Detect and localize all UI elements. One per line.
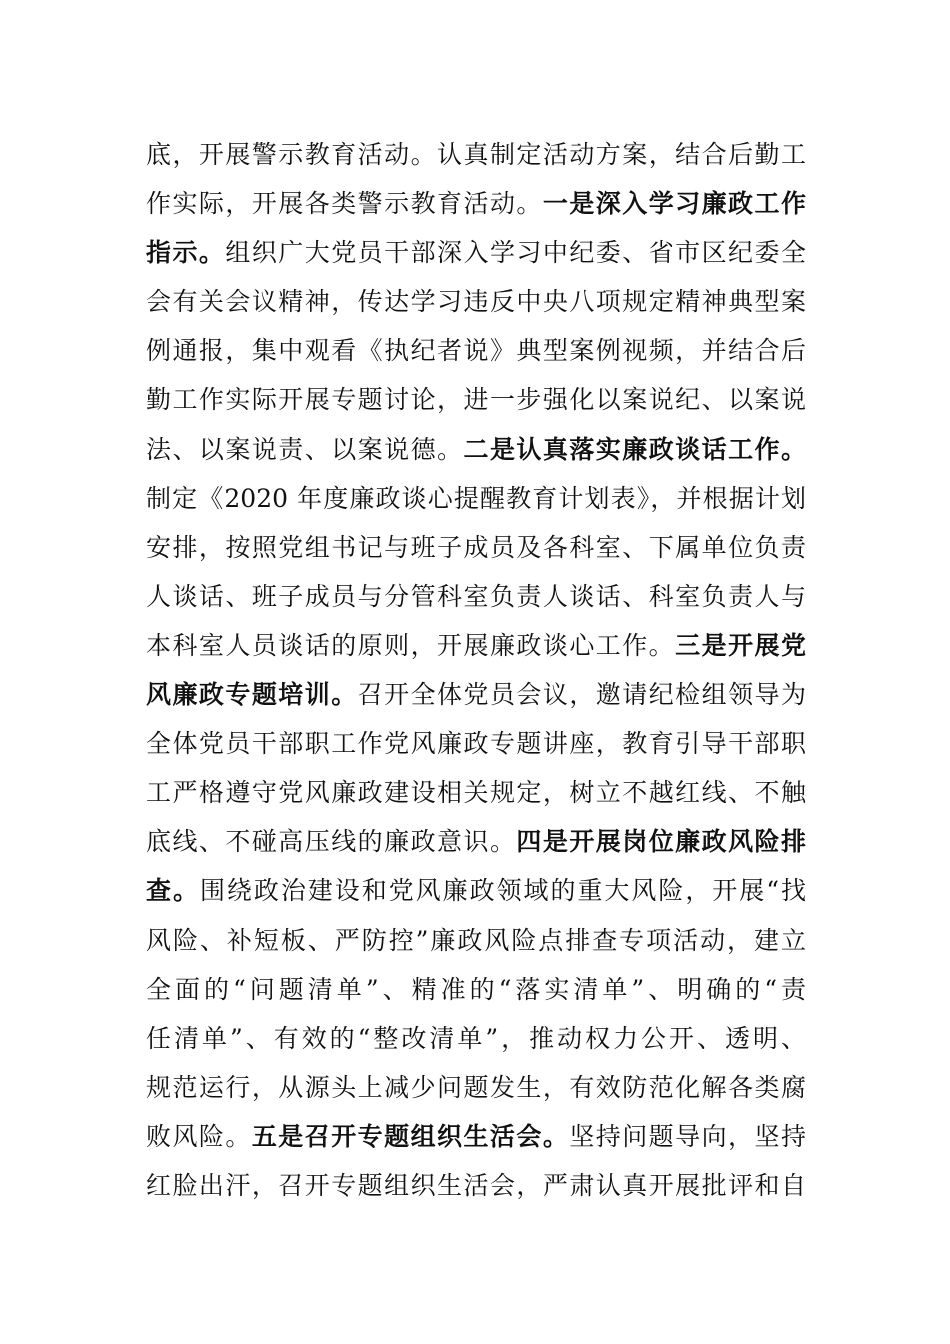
body-text-segment: 围绕政治建设和党风廉政领域的重大风险，开展“找 <box>199 876 806 906</box>
text-line <box>146 916 806 965</box>
text-line <box>146 130 806 179</box>
text-line <box>146 621 806 670</box>
body-text-segment: 组织广大党员干部深入学习中纪委、省市区纪委全 <box>225 238 806 268</box>
body-text-segment: 法、以案说责、以案说德。 <box>146 434 464 464</box>
text-line <box>146 179 806 228</box>
body-text-segment: 全体党员干部职工作党风廉政专题讲座，教育引导干部职 <box>146 729 806 759</box>
bold-heading-text: 风廉政专题培训。 <box>146 680 358 710</box>
body-text-segment: 全面的“问题清单”、精准的“落实清单”、明确的“责 <box>146 974 806 1004</box>
bold-heading-text: 五是召开专题组织生活会。 <box>251 1121 570 1151</box>
body-text-segment: 安排，按照党组书记与班子成员及各科室、下属单位负责 <box>146 532 806 562</box>
text-line <box>146 425 806 474</box>
body-text-segment: 制定《2020 年度廉政谈心提醒教育计划表》，并根据计划 <box>146 483 806 513</box>
body-text-segment: 底，开展警示教育活动。认真制定活动方案，结合后勤工 <box>146 140 806 169</box>
body-text-segment: 作实际，开展各类警示教育活动。 <box>146 189 543 219</box>
body-text-segment: 工严格遵守党风廉政建设相关规定，树立不越红线、不触 <box>146 778 806 808</box>
body-text-segment: 败风险。 <box>146 1121 252 1151</box>
body-text-segment: 风险、补短板、严防控”廉政风险点排查专项活动，建立 <box>146 925 806 955</box>
text-line <box>146 965 806 1014</box>
text-line <box>146 866 806 915</box>
text-line <box>146 474 806 523</box>
body-text-segment: 人谈话、班子成员与分管科室负责人谈话、科室负责人与 <box>146 581 806 611</box>
bold-heading-text: 二是认真落实廉政谈话工作。 <box>463 434 806 464</box>
text-line <box>146 228 806 277</box>
text-line <box>146 719 806 768</box>
body-text-segment: 会有关会议精神，传达学习违反中央八项规定精神典型案 <box>146 287 806 317</box>
bold-heading-text: 四是开展岗位廉政风险排 <box>516 827 806 857</box>
bold-heading-text: 查。 <box>146 876 200 906</box>
bold-heading-text: 指示。 <box>146 238 226 268</box>
text-line <box>146 768 806 817</box>
text-line <box>146 1063 806 1112</box>
body-text-segment: 勤工作实际开展专题讨论，进一步强化以案说纪、以案说 <box>146 385 806 415</box>
text-line <box>146 375 806 424</box>
body-text-segment: 底线、不碰高压线的廉政意识。 <box>146 827 517 857</box>
text-line <box>146 523 806 572</box>
body-text-segment: 例通报，集中观看《执纪者说》典型案例视频，并结合后 <box>146 336 806 366</box>
text-line <box>146 326 806 375</box>
body-text-segment: 红脸出汗，召开专题组织生活会，严肃认真开展批评和自 <box>146 1170 806 1200</box>
body-text-segment: 任清单”、有效的“整改清单”，推动权力公开、透明、 <box>146 1023 806 1053</box>
text-line <box>146 1014 806 1063</box>
body-text-segment: 召开全体党员会议，邀请纪检组领导为 <box>357 680 806 710</box>
body-text-segment: 本科室人员谈话的原则，开展廉政谈心工作。 <box>146 630 676 660</box>
text-line <box>146 277 806 326</box>
text-line <box>146 1112 806 1161</box>
text-line <box>146 1161 806 1210</box>
body-text-segment: 规范运行，从源头上减少问题发生，有效防范化解各类腐 <box>146 1072 806 1102</box>
body-text <box>146 130 806 1210</box>
body-text-segment: 坚持问题导向，坚持 <box>569 1121 806 1151</box>
text-line <box>146 817 806 866</box>
text-line <box>146 572 806 621</box>
bold-heading-text: 一是深入学习廉政工作 <box>542 189 806 219</box>
text-line <box>146 670 806 719</box>
bold-heading-text: 三是开展党 <box>675 630 806 660</box>
